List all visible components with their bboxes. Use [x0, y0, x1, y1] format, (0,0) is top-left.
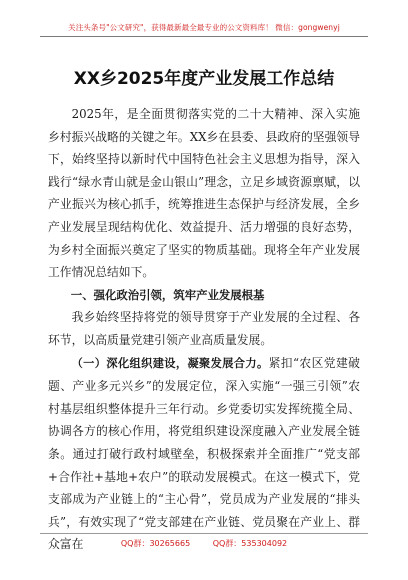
- subsection-1-lead: （一）深化组织建设，凝聚发展合力。: [71, 356, 269, 370]
- section-heading-1: 一、强化政治引领，筑牢产业发展根基: [70, 287, 265, 302]
- intro-paragraph: 2025年，是全面贯彻落实党的二十大精神、深入实施乡村振兴战略的关键之年。XX乡在县委、县政府的坚强领导下，始终坚持以新时代中国特色社会主义思想为指导，深入践行“绿水青山就是金山银山”理念，立足乡域资源禀赋，以产业振兴为核心抓手，统筹推进生态保护与经济发展，全乡产业发展呈现结构优化、效益提升、活力增强的良好态势，为乡村全面振兴奠定了坚实的物质基础。现将全年产业发展工作情况总结如下。: [48, 107, 360, 280]
- footer: [0, 538, 408, 549]
- document-title: XX乡2025年度产业发展工作总结: [73, 69, 335, 89]
- subsection-1-text: 紧扣“农区党建破题、产业多元兴乡”的发展定位，深入实施“一强三引领”农村基层组织整体提升三年行动。乡党委切实发挥统揽全局、协调各方的核心作用，将党组织建设深度融入产业发展全链条。通过打破行政村域壁垒，积极探索并全面推广“党支部+合作社+基地+农户”的联动发展模式。在这一模式下，党支部成为产业链上的“主心骨”，党员成为产业发展的“排头兵”，有效实现了“党支部建在产业链、党员聚在产业上、群众富在: [48, 355, 360, 552]
- header-notice: 关注头条号"公文研究"，获得最新最全最专业的公文资料库！ 微信：gongwenyj: [68, 23, 340, 32]
- header-divider: [40, 36, 368, 37]
- footer-qq-group-1: QQ群：30265665: [120, 539, 191, 548]
- subsection-1-paragraph: [48, 352, 360, 556]
- section-1-paragraph: 我乡始终坚持将党的领导贯穿于产业发展的全过程、各环节，以高质量党建引领产业高质量发展。: [48, 310, 360, 347]
- document-body: [48, 103, 360, 556]
- footer-divider: [40, 533, 368, 534]
- footer-qq-group-2: QQ群：535304092: [212, 539, 288, 548]
